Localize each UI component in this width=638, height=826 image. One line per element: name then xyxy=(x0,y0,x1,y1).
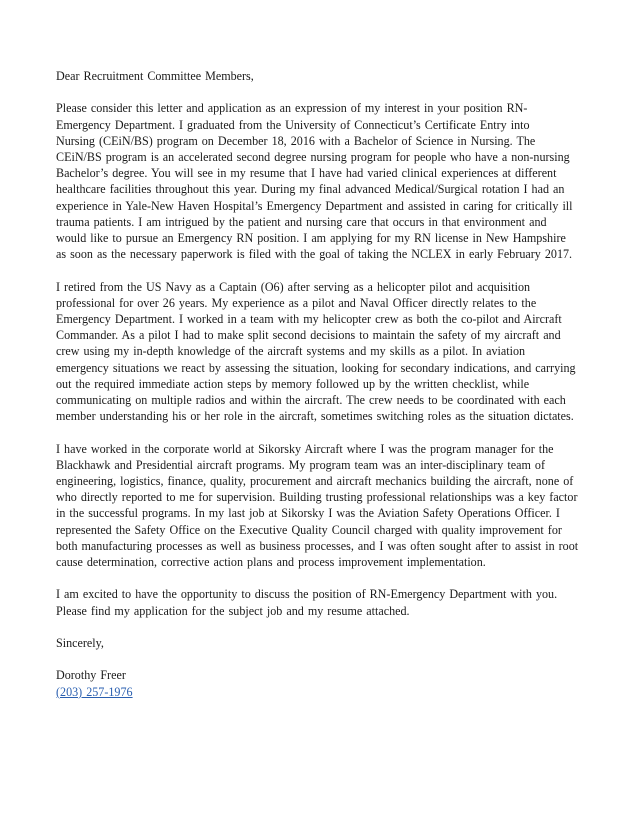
paragraph-line: Please consider this letter and application as an expression of my interest in your position RN- xyxy=(56,101,528,116)
closing: Sincerely, xyxy=(56,636,104,651)
paragraph-line: Bachelor’s degree. You will see in my resume that I have had varied clinical experiences at different xyxy=(56,166,557,181)
paragraph-line: emergency situations we react by assessing the situation, looking for secondary indications, and carrying xyxy=(56,360,576,375)
cover-letter xyxy=(56,68,584,700)
paragraph-line: in the successful programs. In my last job at Sikorsky I was the Aviation Safety Operations Officer. I xyxy=(56,506,560,521)
paragraph-line: I retired from the US Navy as a Captain (O6) after serving as a helicopter pilot and acquisition xyxy=(56,279,531,294)
paragraph-corporate-experience xyxy=(56,441,584,571)
paragraph-line: trauma patients. I am intrigued by the patient and nursing care that occurs in that environment and xyxy=(56,214,547,229)
paragraph-line: professional for over 26 years. My experience as a pilot and Naval Officer directly relates to the xyxy=(56,295,537,310)
paragraph-line: out the required immediate action steps by memory followed up by the written checklist, while xyxy=(56,376,530,391)
paragraph-line: Please find my application for the subject job and my resume attached. xyxy=(56,603,410,618)
paragraph-line: engineering, logistics, finance, quality, procurement and aircraft mechanics building the aircraft, none of xyxy=(56,474,574,489)
paragraph-line: would like to pursue an Emergency RN position. I am applying for my RN license in New Hampshire xyxy=(56,231,566,246)
paragraph-line: healthcare facilities throughout this year. During my final advanced Medical/Surgical rotation I had an xyxy=(56,182,565,197)
paragraph-line: Emergency Department. I worked in a team with my helicopter crew as both the co-pilot and Aircraft xyxy=(56,312,562,327)
phone-link[interactable]: (203) 257-1976 xyxy=(56,684,133,699)
salutation: Dear Recruitment Committee Members, xyxy=(56,69,254,83)
paragraph-line: cause determination, corrective action plans and process improvement implementation. xyxy=(56,555,486,570)
paragraph-line: Emergency Department. I graduated from the University of Connecticut’s Certificate Entry into xyxy=(56,117,530,132)
paragraph-line: both manufacturing processes as well as business processes, and I was often sought after to assist in root xyxy=(56,538,579,553)
paragraph-line: crew using my in-depth knowledge of the aircraft systems and my skills as a pilot. In aviation xyxy=(56,344,526,359)
paragraph-line: I have worked in the corporate world at Sikorsky Aircraft where I was the program manager for the xyxy=(56,441,554,456)
paragraph-line: member understanding his or her role in the aircraft, sometimes switching roles as the situation dictates. xyxy=(56,409,574,424)
paragraph-navy-experience xyxy=(56,279,584,425)
paragraph-line: experience in Yale-New Haven Hospital’s Emergency Department and assisted in caring for critically ill xyxy=(56,198,573,213)
paragraph-line: as soon as the necessary paperwork is filed with the goal of taking the NCLEX in early February 2017. xyxy=(56,247,573,262)
paragraph-closing-request xyxy=(56,586,584,618)
signature-block xyxy=(56,667,584,699)
paragraph-line: CEiN/BS program is an accelerated second degree nursing program for people who have a non-nursing xyxy=(56,150,570,164)
paragraph-line: who directly reported to me for supervision. Building trusting professional relationships was a key factor xyxy=(56,490,578,505)
signature-name: Dorothy Freer xyxy=(56,668,126,683)
paragraph-line: communicating on multiple radios and within the aircraft. The crew needs to be coordinated with each xyxy=(56,393,566,408)
paragraph-line: Commander. As a pilot I had to make split second decisions to maintain the safety of my aircraft and xyxy=(56,328,561,343)
paragraph-line: Nursing (CEiN/BS) program on December 18, 2016 with a Bachelor of Science in Nursing. The xyxy=(56,133,536,148)
phone-line xyxy=(56,684,584,700)
paragraph-interest xyxy=(56,100,584,262)
paragraph-line: I am excited to have the opportunity to discuss the position of RN-Emergency Department with you. xyxy=(56,587,558,602)
paragraph-line: Blackhawk and Presidential aircraft programs. My program team was an inter-disciplinary team of xyxy=(56,457,545,472)
paragraph-line: represented the Safety Office on the Executive Quality Council charged with quality improvement for xyxy=(56,522,562,537)
